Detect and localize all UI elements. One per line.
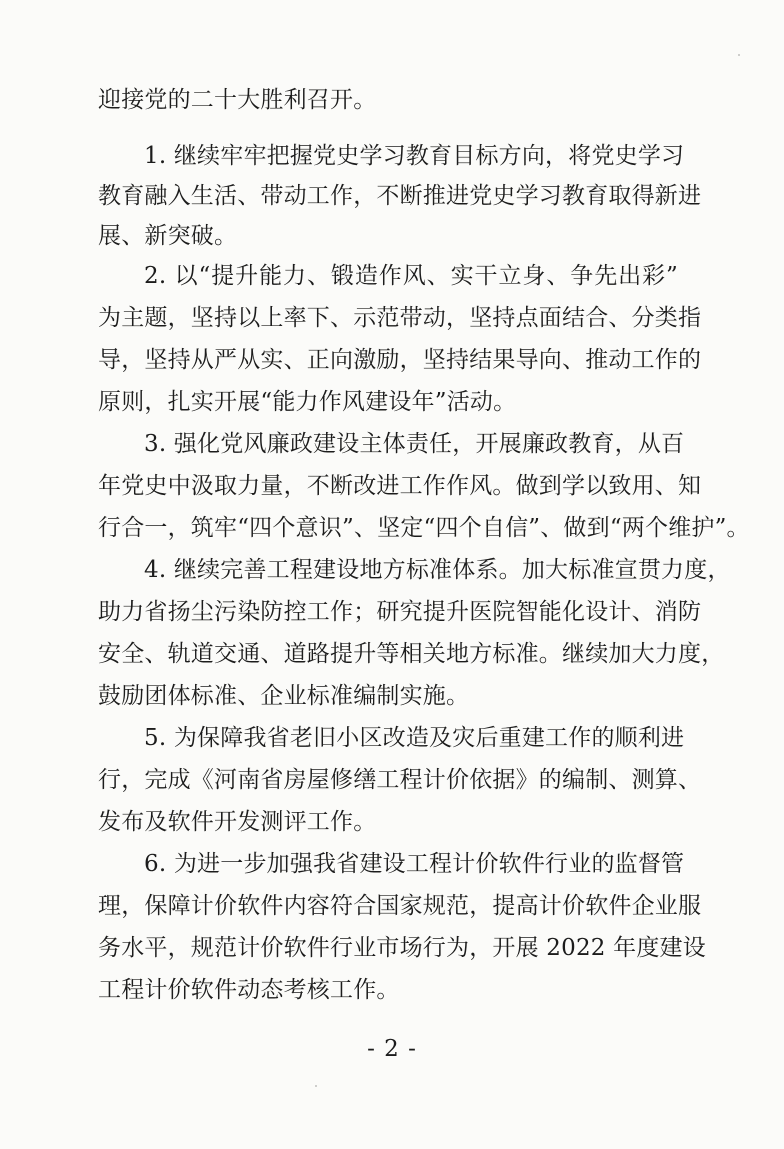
text-line: 展、新突破。 xyxy=(98,223,238,249)
text-line: 行，完成《河南省房屋修缮工程计价依据》的编制、测算、 xyxy=(98,767,702,793)
scan-speck xyxy=(315,1085,317,1087)
text-line: 工程计价软件动态考核工作。 xyxy=(98,977,400,1003)
text-line: 3. 强化党风廉政建设主体责任，开展廉政教育，从百 xyxy=(144,431,685,457)
text-line: 安全、轨道交通、道路提升等相关地方标准。继续加大力度， xyxy=(98,641,725,667)
page-number: - 2 - xyxy=(367,1036,417,1062)
text-line: 发布及软件开发测评工作。 xyxy=(98,809,377,835)
text-line: 2. 以“提升能力、锻造作风、实干立身、争先出彩” xyxy=(144,263,678,289)
text-line: 导，坚持从严从实、正向激励，坚持结果导向、推动工作的 xyxy=(98,347,702,373)
text-line: 4. 继续完善工程建设地方标准体系。加大标准宣贯力度， xyxy=(144,557,731,583)
text-line: 务水平，规范计价软件行业市场行为，开展 2022 年度建设 xyxy=(98,935,706,961)
text-line: 原则，扎实开展“能力作风建设年”活动。 xyxy=(98,389,517,415)
text-line: 鼓励团体标准、企业标准编制实施。 xyxy=(98,683,470,709)
text-line: 5. 为保障我省老旧小区改造及灾后重建工作的顺利进 xyxy=(144,725,685,751)
text-line: 迎接党的二十大胜利召开。 xyxy=(98,87,377,113)
text-line: 为主题，坚持以上率下、示范带动，坚持点面结合、分类指 xyxy=(98,305,702,331)
text-line: 助力省扬尘污染防控工作；研究提升医院智能化设计、消防 xyxy=(98,599,702,625)
text-line: 教育融入生活、带动工作，不断推进党史学习教育取得新进 xyxy=(98,183,702,209)
text-line: 理，保障计价软件内容符合国家规范，提高计价软件企业服 xyxy=(98,893,702,919)
scan-speck xyxy=(738,54,740,56)
text-line: 6. 为进一步加强我省建设工程计价软件行业的监督管 xyxy=(144,851,685,877)
text-line: 年党史中汲取力量，不断改进工作作风。做到学以致用、知 xyxy=(98,473,702,499)
text-line: 行合一，筑牢“四个意识”、坚定“四个自信”、做到“两个维护”。 xyxy=(98,515,750,541)
text-line: 1. 继续牢牢把握党史学习教育目标方向，将党史学习 xyxy=(144,143,685,169)
